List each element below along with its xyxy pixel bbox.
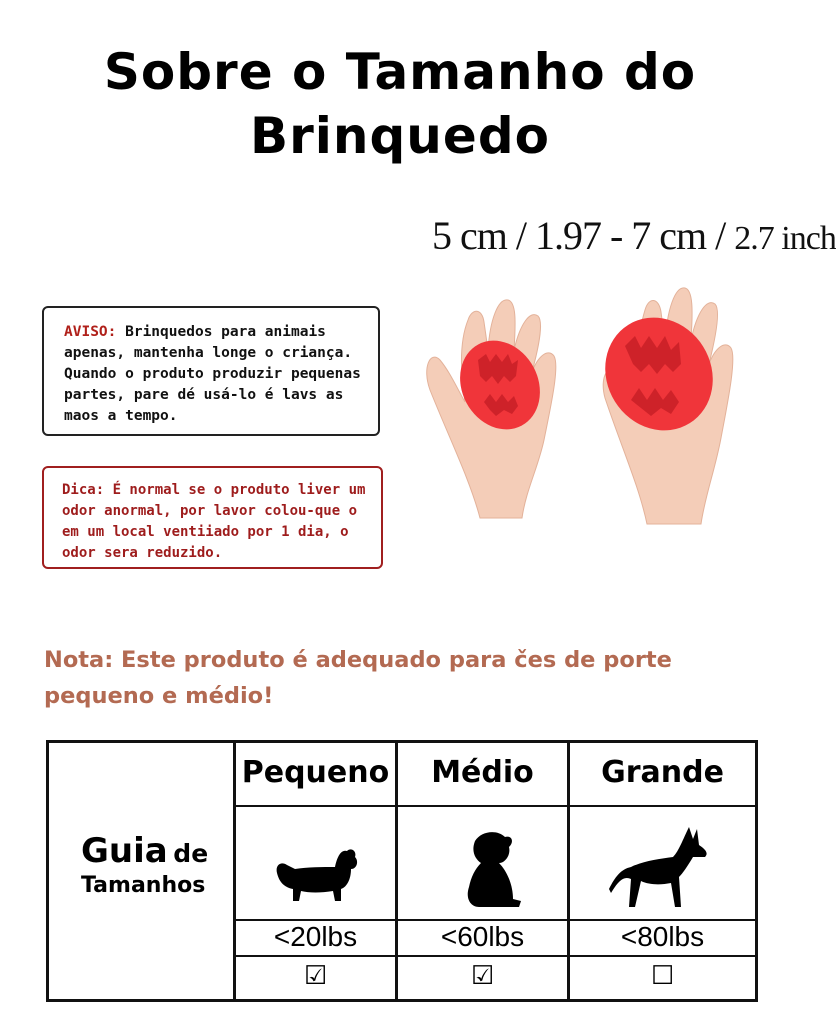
medium-dog-icon — [459, 829, 529, 913]
small-toy-hand-photo — [420, 290, 570, 520]
page-title: Sobre o Tamanho do Brinquedo — [103, 43, 697, 165]
warning-lead: AVISO: — [64, 324, 117, 340]
column-header-small: Pequeno — [241, 755, 390, 790]
warning-box — [42, 306, 380, 436]
weight-large: <80lbs — [620, 921, 705, 952]
small-dog-icon — [271, 843, 361, 911]
large-toy-hand-photo — [595, 276, 745, 526]
column-header-large: Grande — [601, 755, 724, 790]
size-label-inch: 2.7 inch — [734, 220, 836, 257]
size-label — [432, 212, 836, 259]
size-guide-label-guia: Guia — [81, 831, 168, 871]
size-guide-table — [46, 740, 758, 1002]
column-header-medium: Médio — [431, 755, 534, 790]
tip-box — [42, 466, 383, 569]
size-guide-label — [81, 831, 241, 898]
checkbox-medium: ☑ — [470, 961, 495, 991]
warning-text: Brinquedos para animais apenas, mantenha longe o criança. Quando o produto produzir pequenas partes, pare dé usá-lo é lavs as maos a tempo. — [64, 324, 361, 424]
large-dog-icon — [609, 823, 719, 915]
size-guide-label-de: de — [173, 839, 209, 868]
weight-small: <20lbs — [273, 921, 358, 952]
weight-medium: <60lbs — [440, 921, 525, 952]
divider-horizontal — [235, 805, 755, 807]
tip-text: Dica: É normal se o produto liver um odor anormal, por lavor colou-que o em um local ventiiado por 1 dia, o odor sera reduzido. — [62, 482, 366, 561]
size-label-metric: 5 cm / 1.97 - 7 cm / — [432, 213, 735, 258]
divider-horizontal — [235, 955, 755, 957]
size-guide-label-tamanhos: Tamanhos — [81, 873, 206, 898]
checkbox-small: ☑ — [303, 961, 328, 991]
checkbox-large: ☐ — [650, 961, 675, 991]
suitability-note: Nota: Este produto é adequado para čes de porte pequeno e médio! — [44, 647, 672, 709]
